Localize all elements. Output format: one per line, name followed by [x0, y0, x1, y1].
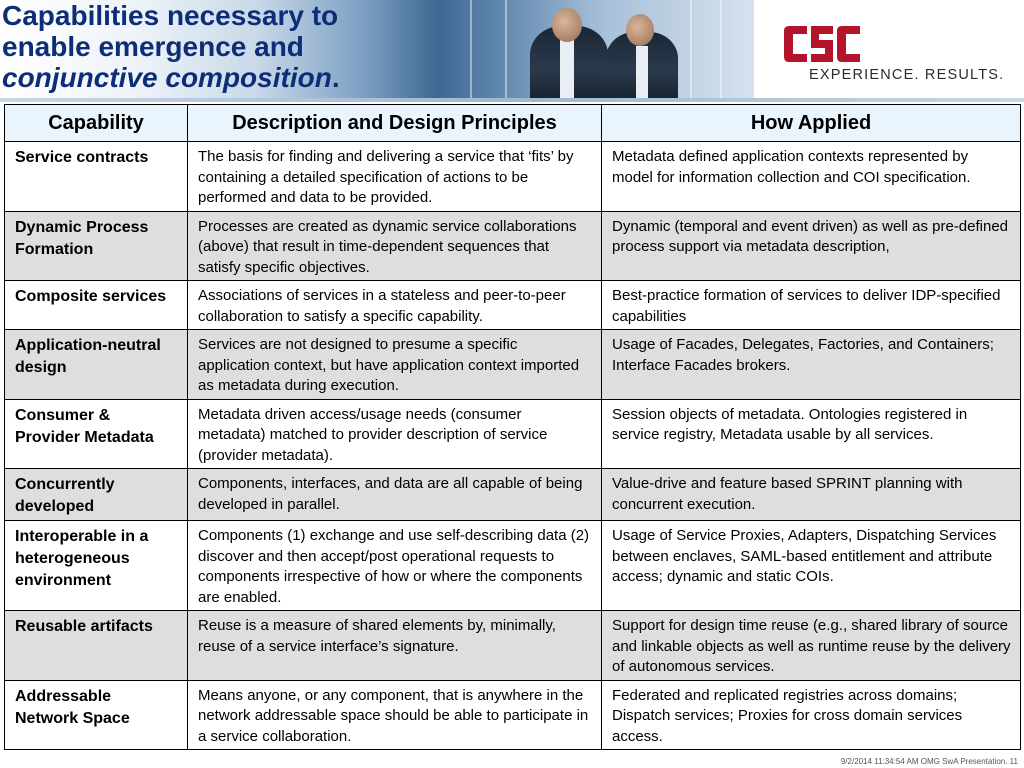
how-applied-cell: Metadata defined application contexts represented by model for information collection and COI specification.	[602, 142, 1021, 212]
page-title	[2, 0, 422, 93]
table-row	[5, 281, 1021, 330]
description-cell: Reuse is a measure of shared elements by, minimally, reuse of a service interface’s signature.	[188, 611, 602, 681]
how-applied-cell: Dynamic (temporal and event driven) as well as pre-defined process support via metadata description,	[602, 211, 1021, 281]
table-row	[5, 330, 1021, 400]
how-applied-cell: Usage of Service Proxies, Adapters, Dispatching Services between enclaves, SAML-based entitlement and attribute access; dynamic and static COIs.	[602, 521, 1021, 611]
column-header-capability: Capability	[5, 105, 188, 142]
capability-cell: Consumer & Provider Metadata	[5, 399, 188, 469]
capability-cell: Application-neutral design	[5, 330, 188, 400]
description-cell: Metadata driven access/usage needs (consumer metadata) matched to provider description of service (provider metadata).	[188, 399, 602, 469]
company-logo-area	[754, 0, 1024, 98]
capability-cell: Interoperable in a heterogeneous environment	[5, 521, 188, 611]
how-applied-cell: Session objects of metadata. Ontologies registered in service registry, Metadata usable by all services.	[602, 399, 1021, 469]
title-line-3-period: .	[331, 62, 340, 93]
how-applied-cell: Value-drive and feature based SPRINT planning with concurrent execution.	[602, 469, 1021, 521]
company-tagline: EXPERIENCE. RESULTS.	[809, 67, 1005, 83]
description-cell: Means anyone, or any component, that is anywhere in the network addressable space should be able to participate in a service collaboration.	[188, 680, 602, 750]
title-line-2: enable emergence and	[2, 31, 304, 62]
how-applied-cell: Support for design time reuse (e.g., shared library of source and linkable objects as well as runtime reuse by the delivery of autonomous services.	[602, 611, 1021, 681]
title-line-1: Capabilities necessary to	[2, 0, 339, 31]
description-cell: Processes are created as dynamic service collaborations (above) that result in time-dependent sequences that satisfy specific objectives.	[188, 211, 602, 281]
capability-cell: Addressable Network Space	[5, 680, 188, 750]
header-banner	[0, 0, 1024, 98]
column-header-how-applied: How Applied	[602, 105, 1021, 142]
capability-cell: Dynamic Process Formation	[5, 211, 188, 281]
title-line-3-italic: conjunctive composition	[2, 62, 332, 93]
header-divider	[0, 98, 1024, 102]
description-cell: Components, interfaces, and data are all capable of being developed in parallel.	[188, 469, 602, 521]
description-cell: Associations of services in a stateless and peer-to-peer collaboration to satisfy a specific capability.	[188, 281, 602, 330]
table-row	[5, 211, 1021, 281]
csc-logo-icon	[784, 24, 860, 64]
table-row	[5, 142, 1021, 212]
person-head-right	[626, 14, 654, 46]
title-line-3	[2, 62, 422, 93]
person-head-left	[552, 8, 582, 42]
table-row	[5, 611, 1021, 681]
table-row	[5, 469, 1021, 521]
table-header-row	[5, 105, 1021, 142]
footer-timestamp: 9/2/2014 11:34:54 AM OMG SwA Presentation. 11	[840, 757, 1018, 766]
table-row	[5, 680, 1021, 750]
capability-cell: Concurrently developed	[5, 469, 188, 521]
description-cell: Services are not designed to presume a specific application context, but have application context imported as metadata during execution.	[188, 330, 602, 400]
description-cell: Components (1) exchange and use self-describing data (2) discover and then accept/post operational requests to components irrespective of how or where the components are enabled.	[188, 521, 602, 611]
capability-cell: Composite services	[5, 281, 188, 330]
how-applied-cell: Federated and replicated registries across domains; Dispatch services; Proxies for cross domain services access.	[602, 680, 1021, 750]
capabilities-table	[4, 104, 1021, 750]
table-row	[5, 399, 1021, 469]
description-cell: The basis for finding and delivering a service that ‘fits’ by containing a detailed specification of actions to be performed and data to be provided.	[188, 142, 602, 212]
how-applied-cell: Best-practice formation of services to deliver IDP-specified capabilities	[602, 281, 1021, 330]
capability-cell: Reusable artifacts	[5, 611, 188, 681]
how-applied-cell: Usage of Facades, Delegates, Factories, and Containers; Interface Facades brokers.	[602, 330, 1021, 400]
table-row	[5, 521, 1021, 611]
column-header-description: Description and Design Principles	[188, 105, 602, 142]
capability-cell: Service contracts	[5, 142, 188, 212]
